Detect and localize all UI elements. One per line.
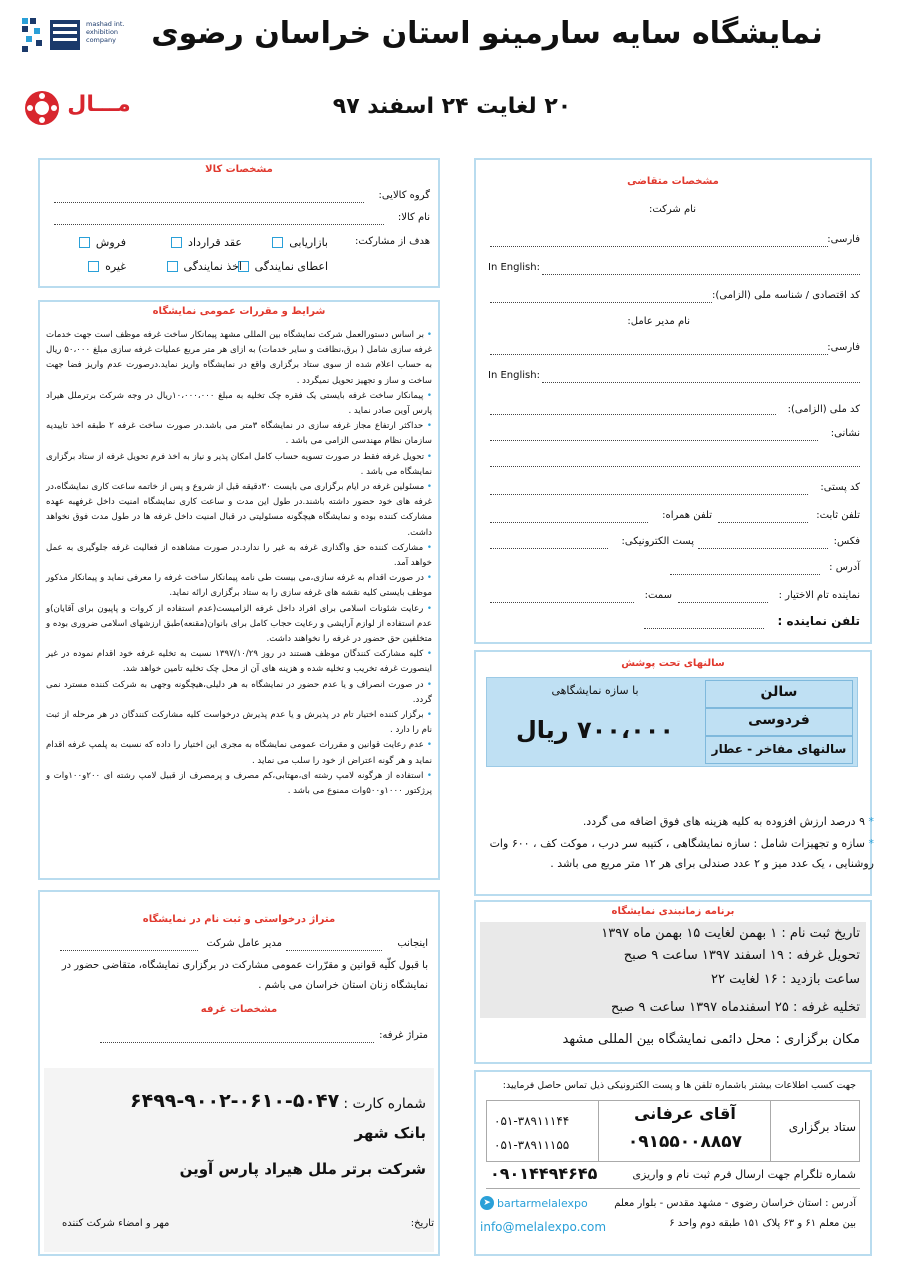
telegram-label: شماره تلگرام جهت ارسال فرم ثبت نام و واریزی — [632, 1168, 856, 1181]
booth-handover: تحویل غرفه : ۱۹ اسفند ۱۳۹۷ ساعت ۹ صبح — [623, 948, 860, 963]
telegram-number[interactable]: ۰۹۰۱۴۴۹۴۶۴۵ — [490, 1164, 598, 1183]
hall-price: ۷۰۰،۰۰۰ ریال — [515, 716, 675, 744]
hq-label: ستاد برگزاری — [788, 1120, 856, 1134]
application-title: متراژ درخواستی و ثبت نام در نمایشگاه — [142, 914, 336, 925]
price-column-header: با سازه نمایشگاهی — [551, 684, 639, 697]
ceo-of-company-label: مدیر عامل شرکت — [206, 938, 282, 949]
economic-code-label: کد اقتصادی / شناسه ملی (الزامی): — [711, 290, 860, 301]
checkbox[interactable] — [79, 237, 90, 248]
ceo-en-input[interactable] — [542, 382, 860, 383]
rule-item: • برگزار کننده اختیار تام در پذیرش و یا عدم پذیرش درخواست کلیه مشارکت کنندگان در هر مرحله از ثبت نام را دارد . — [46, 710, 432, 736]
rule-item: • حداکثر ارتفاع مجاز غرفه سازی در نمایشگاه ۳متر می باشد.در صورت ساخت غرفه ۲ طبقه اخذ تاییدیه سازمان نظام مهندسی الزامی می باشد . — [46, 421, 432, 447]
company-en-label: In English: — [488, 262, 540, 273]
rule-item: • عدم رعایت قوانین و مقررات عمومی نمایشگاه به مجری این اختیار را داده که نسبت به پلمپ غرفه اقدام نماید و هر گونه اعتراض از خود را سلب می نماید . — [46, 740, 432, 766]
phone-input[interactable] — [718, 522, 808, 523]
rule-item: • مشارکت کننده حق واگذاری غرفه به غیر را ندارد.در صورت مشاهده از فعالیت غرفه جلوگیری به عمل خواهد آمد. — [46, 542, 432, 569]
rule-item: • در صورت انصراف و یا عدم حضور در نمایشگاه به هر دلیلی،هیچگونه وجهی به شرکت کننده مسترد نمی گردد. — [46, 679, 432, 705]
telegram-icon: ➤ — [480, 1196, 494, 1210]
address-line-1: آدرس : استان خراسان رضوی - مشهد مقدس - بلوار معلم — [614, 1198, 856, 1209]
contact-phone-2[interactable]: ۰۵۱-۳۸۹۱۱۱۵۵ — [494, 1138, 570, 1152]
representative-input[interactable] — [678, 602, 768, 603]
contact-divider — [770, 1100, 771, 1162]
address2-label: آدرس : — [829, 562, 860, 573]
position-label: سمت: — [644, 590, 672, 601]
applicant-title: مشخصات متقاضی — [627, 176, 719, 187]
halls-title: سالنهای تحت پوشش — [621, 658, 725, 669]
product-group-label: گروه کالایی: — [378, 190, 430, 201]
email-label: پست الکترونیکی: — [621, 536, 694, 547]
ceo-fa-label: فارسی: — [827, 342, 860, 353]
booth-title: مشخصات غرفه — [200, 1004, 278, 1015]
rule-item: • تحویل غرفه فقط در صورت تسویه حساب کامل امکان پذیر و نیاز به اخذ فرم تحویل غرفه از ستاد برگزاری نمایشگاه می باشد . — [46, 451, 432, 477]
date-label: تاریخ: — [410, 1218, 434, 1229]
card-label: شماره کارت : — [343, 1096, 426, 1112]
acceptance-text: با قبول کلّیه قوانین و مقرّرات عمومی مشارکت در برگزاری نمایشگاه، متقاضی حضور در نمایشگاه زنان استان خراسان می باشم . — [61, 960, 428, 991]
product-name-label: نام کالا: — [397, 212, 430, 223]
option-label: اعطای نمایندگی — [254, 260, 328, 273]
visiting-hours: ساعت بازدید : ۱۶ لغایت ۲۲ — [710, 972, 860, 987]
applicant-label: اینجانب — [397, 938, 428, 949]
address-line-2: بین معلم ۶۱ و ۶۳ پلاک ۱۵۱ طبقه دوم واحد ۶ — [669, 1218, 856, 1229]
participation-goal-label: هدف از مشارکت: — [355, 236, 430, 247]
rule-item: • رعایت شئونات اسلامی برای افراد داخل غرفه الزامیست(عدم استفاده از کروات و پاپیون برای آقایان)و عدم استفاده از لوازم آرایشی و رعایت حجاب کامل برای بانوان(مقنعه)طبق ارزشهای اسلامی ضروری بوده و متخلفین حق حضور در غرفه را نخواهند داشت. — [46, 603, 432, 645]
option-sale[interactable] — [79, 236, 126, 249]
position-input[interactable] — [490, 602, 634, 603]
hall-ferdowsi: فردوسی — [748, 712, 810, 728]
mobile-input[interactable] — [490, 522, 648, 523]
rule-item: • پیمانکار ساخت غرفه بایستی یک فقره چک تخلیه به مبلغ ۱۰،۰۰۰،۰۰۰ریال در وجه شرکت برترملل هیراد پارس آوین صادر نماید . — [46, 390, 432, 417]
rule-item: • در صورت اقدام به غرفه سازی،می بیست طی نامه پیمانکار ساخت غرفه را معرفی نماید و پیمانکار مذکور موظف بایستی کلیه نقشه های غرفه سازی را به ستاد برگزاری ارائه نماید. — [46, 573, 432, 599]
applicant-panel — [474, 158, 872, 644]
ceo-name-label: نام مدیر عامل: — [627, 316, 690, 327]
postal-code-input[interactable] — [490, 494, 808, 495]
bank-name: بانک شهر — [354, 1124, 426, 1142]
phone-label: تلفن ثابت: — [816, 510, 860, 521]
representative-label: نماینده تام الاختیار : — [778, 590, 860, 601]
fax-input[interactable] — [698, 548, 828, 549]
hall-column-header: سالن — [760, 684, 798, 700]
address-input-line2[interactable] — [490, 466, 860, 467]
goods-title: مشخصات کالا — [205, 164, 273, 175]
option-marketing[interactable] — [272, 236, 328, 249]
hall-mafakher-attar: سالنهای مفاخر - عطار — [711, 742, 847, 756]
company-fa-input[interactable] — [490, 246, 828, 247]
applicant-name-input[interactable] — [286, 950, 382, 951]
rule-item: • کلیه مشارکت کنندگان موظف هستند در روز ۱۳۹۷/۱۰/۲۹ نسبت به تخلیه غرفه خود اقدام نموده در غیر اینصورت غرفه تخریب و تخلیه شده و هزینه های آن از محل چک تخلیه تامین خواهد شد. — [46, 649, 432, 675]
booth-area-input[interactable] — [100, 1042, 374, 1043]
rep-phone-input[interactable] — [644, 628, 764, 629]
contact-divider — [598, 1100, 599, 1162]
rules-list — [40, 322, 440, 878]
halls-table — [486, 677, 858, 767]
checkbox[interactable] — [88, 261, 99, 272]
account-holder: شرکت برتر ملل هیراد پارس آوین — [179, 1160, 426, 1178]
company-name-label: نام شرکت: — [648, 204, 696, 215]
option-label: بازاریابی — [289, 236, 328, 249]
contact-intro: جهت کسب اطلاعات بیشتر باشماره تلفن ها و پست الکترونیکی ذیل تماس حاصل فرمایید: — [502, 1080, 856, 1091]
email-link[interactable]: info@melalexpo.com — [480, 1220, 607, 1234]
logo-caption: mashad int. exhibition company — [86, 20, 125, 44]
contact-phone-1[interactable]: ۰۵۱-۳۸۹۱۱۱۴۴ — [494, 1114, 570, 1128]
option-grant-agency[interactable] — [238, 260, 328, 273]
divider — [486, 1188, 860, 1189]
application-panel — [38, 890, 440, 1256]
company-en-input[interactable] — [542, 274, 860, 275]
checkbox[interactable] — [171, 237, 182, 248]
checkbox[interactable] — [272, 237, 283, 248]
equipment-note: * سازه و تجهیزات شامل : سازه نمایشگاهی ، کتیبه سر درب ، موکت کف ، ۶۰۰ وات روشنایی ، یک عدد میز و ۲ عدد صندلی برای هر ۱۲ متر مربع می باشد . — [489, 837, 874, 870]
address-label: نشانی: — [830, 428, 860, 439]
address-input[interactable] — [490, 440, 818, 441]
rules-title: شرایط و مقررات عمومی نمایشگاه — [152, 306, 326, 317]
option-label: غیره — [105, 260, 126, 273]
option-other[interactable] — [88, 260, 126, 273]
option-label: فروش — [95, 236, 126, 249]
option-label: عقد قرارداد — [188, 236, 242, 249]
fax-label: فکس: — [833, 536, 860, 547]
email-input[interactable] — [490, 548, 608, 549]
card-number: ۶۴۹۹-۹۰۰۲-۰۶۱۰-۵۰۴۷ — [130, 1090, 340, 1112]
venue: مکان برگزاری : محل دائمی نمایشگاه بین المللی مشهد — [562, 1032, 860, 1047]
company-fa-label: فارسی: — [827, 234, 860, 245]
booth-area-label: متراژ غرفه: — [379, 1030, 428, 1041]
rule-item: • بر اساس دستورالعمل شرکت نمایشگاه بین المللی مشهد پیمانکار ساخت غرفه موظف است جهت خدمات غرفه سازی شامل ( برق،نظافت و سایر خدمات) به ازای هر متر مربع عملیات غرفه سازی مبلغ ۵۰،۰۰۰ ریال به حساب اعلام شده از سوی ستاد برگزاری واقع در نمایشگاه واریز نماید.درصورت عدم واریز فضا جهت ساخت و ساز و تجهیز تحویل نمیگردد . — [46, 330, 432, 386]
ceo-en-label: In English: — [488, 370, 540, 381]
contact-person: آقای عرفانی — [634, 1104, 736, 1123]
national-code-input[interactable] — [490, 414, 776, 415]
mal-logo — [22, 88, 132, 128]
address2-input[interactable] — [670, 574, 820, 575]
exhibition-company-logo — [20, 14, 130, 58]
checkbox[interactable] — [167, 261, 178, 272]
rule-item: • مسئولین غرفه در ایام برگزاری می بایست ۳۰دقیقه قبل از شروع و پس از خاتمه ساعت کاری نمایشگاه،در غرفه های خود حضور داشته باشند.در طول این مدت و ساعت کاری نمایشگاه امنیت داخل غرفهبه عهده مشارکت کننده بوده و نمایشگاه هیچگونه مسئولیتی در قبال امنیت داخل غرفه ها در طول مدت فوق نخواهد داشت. — [46, 482, 433, 538]
economic-code-input[interactable] — [490, 302, 712, 303]
telegram-id: bartarmelalexpo — [497, 1196, 588, 1210]
company-input[interactable] — [60, 950, 198, 951]
national-code-label: کد ملی (الزامی): — [787, 404, 860, 415]
signature-label: مهر و امضاء شرکت کننده — [62, 1218, 170, 1229]
telegram-link[interactable] — [480, 1196, 588, 1210]
mal-logo-text: مـــال — [67, 92, 131, 117]
page-title: نمایشگاه سایه سارمینو استان خراسان رضوی — [151, 16, 823, 51]
product-name-input[interactable] — [54, 224, 384, 225]
booth-evacuation: تخلیه غرفه : ۲۵ اسفندماه ۱۳۹۷ ساعت ۹ صبح — [611, 1000, 860, 1015]
product-group-input[interactable] — [54, 202, 364, 203]
vat-note: * ۹ درصد ارزش افزوده به کلیه هزینه های فوق اضافه می گردد. — [582, 815, 874, 828]
option-label: اخذ نمایندگی — [183, 260, 242, 273]
rule-item: • استفاده از هرگونه لامپ رشته ای،مهتابی،کم مصرف و پرمصرف از قبیل لامپ رشته ای ۲۰۰و۱۰۰وات و پرژکتور ۱۰۰۰و۵۰۰وات ممنوع می باشد . — [46, 770, 432, 797]
ceo-fa-input[interactable] — [490, 354, 828, 355]
exhibition-dates: ۲۰ لغایت ۲۴ اسفند ۹۷ — [332, 94, 572, 119]
option-contract[interactable] — [171, 236, 242, 249]
postal-code-label: کد پستی: — [820, 482, 860, 493]
registration-date: تاریخ ثبت نام : ۱ بهمن لغایت ۱۵ بهمن ماه ۱۳۹۷ — [601, 926, 860, 941]
rep-phone-label: تلفن نماینده : — [777, 614, 860, 628]
schedule-title: برنامه زمانبندی نمایشگاه — [611, 906, 735, 917]
mobile-label: تلفن همراه: — [662, 510, 712, 521]
contact-mobile[interactable]: ۰۹۱۵۵۰۰۸۸۵۷ — [627, 1132, 743, 1152]
option-get-agency[interactable] — [167, 260, 242, 273]
goods-panel — [38, 158, 440, 288]
